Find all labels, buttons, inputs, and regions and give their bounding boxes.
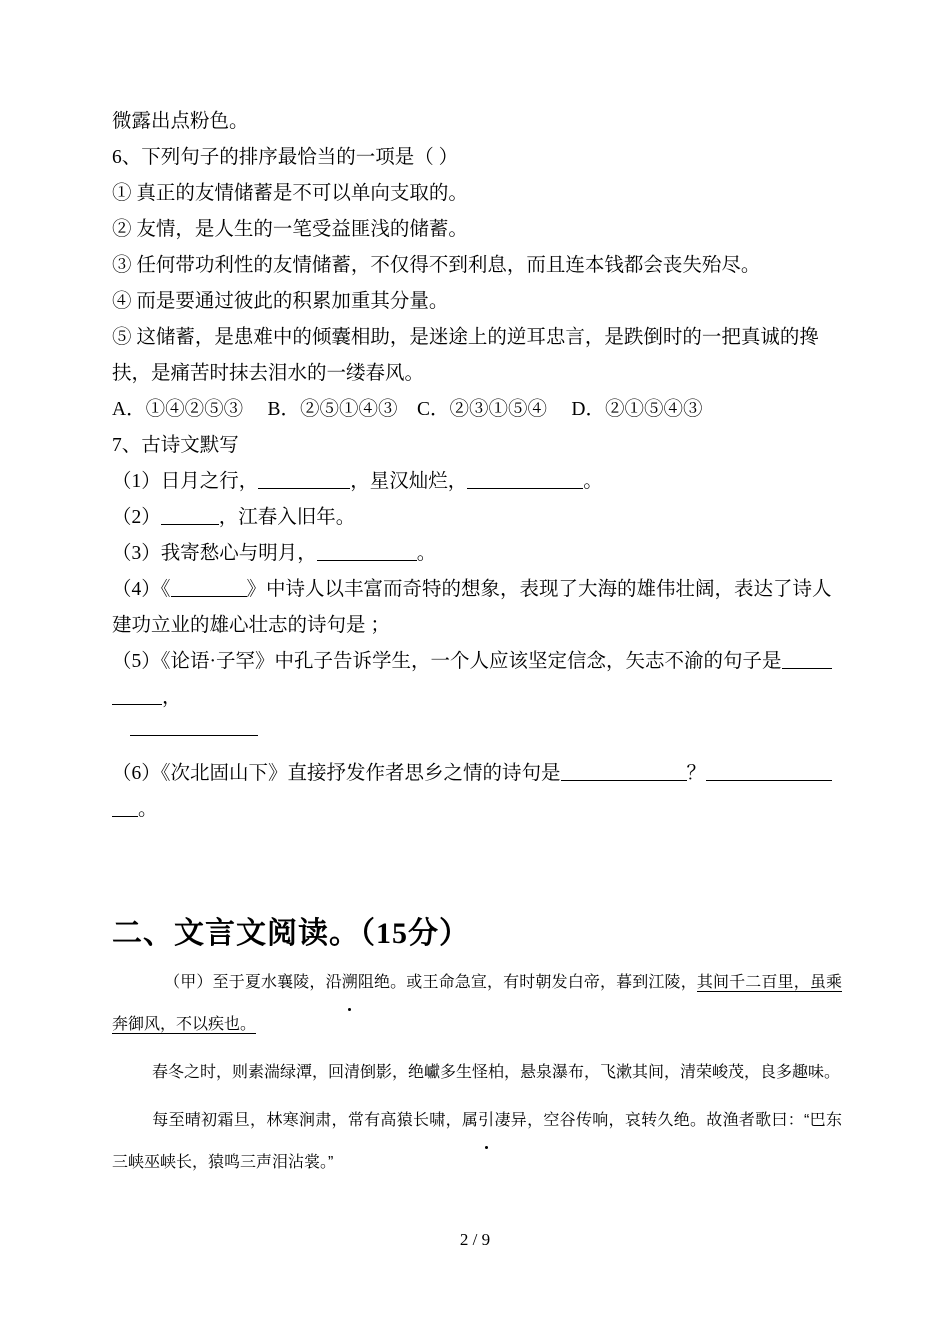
- q7-6-text-b: ？: [686, 763, 707, 784]
- carryover-line: 微露出点粉色。: [112, 111, 249, 132]
- question-6-options: [112, 392, 842, 428]
- q7-1-text-b: ，星汉灿烂，: [350, 471, 468, 492]
- passage-jia-text-pre: 至于夏水襄陵，沿: [212, 974, 342, 991]
- passage-three-text-pre: 每至晴初霜旦，林寒涧肃，常有高猿长啸，属: [152, 1112, 479, 1129]
- question-7-item-6-block: [112, 756, 842, 828]
- passage-two-text: 春冬之时，则素湍绿潭，回清倒影，绝巘多生怪柏，悬泉瀑布，飞漱其间，清荣峻茂，良多趣味。: [152, 1064, 841, 1081]
- option-c-letter: C．: [417, 399, 450, 420]
- emphasis-dot-char-yin: 引: [478, 1100, 494, 1142]
- question-7-item-6: [112, 756, 842, 828]
- option-gap: [547, 399, 571, 420]
- q7-5-blank-2[interactable]: [112, 685, 162, 706]
- option-gap: [243, 399, 267, 420]
- q7-6-blank-2[interactable]: [706, 761, 832, 782]
- q7-6-text-a: （6）《次北固山下》直接抒发作者思乡之情的诗句是: [112, 763, 561, 784]
- passage-three-text-mid: 凄异，空谷传响，哀转久绝。故渔者歌曰：“巴东三峡巫峡长，猿鸣三声泪沾裳。”: [112, 1112, 842, 1171]
- question-6-item-4: ④ 而是要通过彼此的积累加重其分量。: [112, 291, 449, 312]
- question-7-item-4: [112, 572, 842, 644]
- passage-two: [112, 1052, 842, 1094]
- option-d-letter: D．: [571, 399, 606, 420]
- question-7-item-5: [112, 644, 842, 716]
- q7-3-text-a: （3）我寄愁心与明月，: [112, 543, 317, 564]
- q7-5-answer-rule[interactable]: [130, 735, 258, 736]
- passage-jia-text-mid: 阻绝。或王命急宣，有时朝发白帝，暮到江陵，: [357, 974, 697, 991]
- question-7-stem: 7、古诗文默写: [112, 435, 239, 456]
- q7-2-text-a: （2）: [112, 507, 161, 528]
- q7-4-text-b: 》中诗人以丰富而奇特的想象，表现了大海的雄伟壮阔，表达了诗人建功立业的雄心壮志的诗句是 ；: [112, 579, 832, 636]
- question-7-item-2: [112, 500, 842, 536]
- page-number: 2 / 9: [459, 1230, 491, 1249]
- q7-5-text-a: （5）《论语·子罕》中孔子告诉学生，一个人应该坚定信念，矢志不渝的句子是: [112, 651, 782, 672]
- passage-three: [112, 1100, 842, 1184]
- q7-3-text-b: 。: [416, 543, 437, 564]
- q7-1-blank-2[interactable]: [467, 469, 583, 490]
- passage-jia-label: （甲）: [164, 974, 213, 991]
- passage-jia-underlined-sentence: 其间千二百里，虽乘奔御风，不以疾也。: [112, 974, 842, 1033]
- q7-6-text-c: 。: [138, 799, 158, 820]
- section-one-body: [112, 104, 842, 716]
- q7-2-blank-1[interactable]: [161, 505, 219, 526]
- passage-jia: [112, 962, 842, 1046]
- q7-2-text-b: ，江春入旧年。: [218, 507, 356, 528]
- option-a-text[interactable]: ①④②⑤③: [145, 399, 244, 420]
- q7-1-blank-1[interactable]: [258, 469, 350, 490]
- q7-5-text-b: ，: [162, 687, 182, 708]
- question-6-item-2: ② 友情，是人生的一笔受益匪浅的储蓄。: [112, 219, 468, 240]
- q7-4-blank-1[interactable]: [171, 577, 247, 598]
- emphasis-dot-char-su: 溯: [342, 962, 358, 1004]
- option-a-letter: A．: [112, 399, 146, 420]
- q7-1-text-a: （1）日月之行，: [112, 471, 259, 492]
- question-7-item-1: [112, 464, 842, 500]
- q7-6-blank-1[interactable]: [561, 761, 687, 782]
- option-c-text[interactable]: ②③①⑤④: [449, 399, 548, 420]
- question-6-item-5: ⑤ 这储蓄，是患难中的倾囊相助，是迷途上的逆耳忠言，是跌倒时的一把真诚的搀扶，是痛苦时抹去泪水的一缕春风。: [112, 327, 819, 384]
- question-6-item-1: ① 真正的友情储蓄是不可以单向支取的。: [112, 183, 468, 204]
- q7-5-blank-1[interactable]: [782, 649, 832, 670]
- section-two-body: [112, 962, 842, 1190]
- q7-6-blank-3[interactable]: [112, 797, 138, 818]
- q7-4-text-a: （4）《: [112, 579, 171, 600]
- q7-1-text-c: 。: [583, 471, 603, 492]
- option-b-text[interactable]: ②⑤①④③: [300, 399, 398, 420]
- option-d-text[interactable]: ②①⑤④③: [605, 399, 703, 420]
- option-b-letter: B．: [267, 399, 300, 420]
- q7-3-blank-1[interactable]: [317, 541, 417, 562]
- question-7-item-3: [112, 536, 842, 572]
- question-6-item-3: ③ 任何带功利性的友情储蓄，不仅得不到利息，而且连本钱都会丧失殆尽。: [112, 255, 761, 276]
- section-two-heading: 二、文言文阅读。（15分）: [112, 917, 470, 950]
- question-6-stem: 6、下列句子的排序最恰当的一项是（ ）: [112, 147, 459, 168]
- option-gap: [398, 399, 418, 420]
